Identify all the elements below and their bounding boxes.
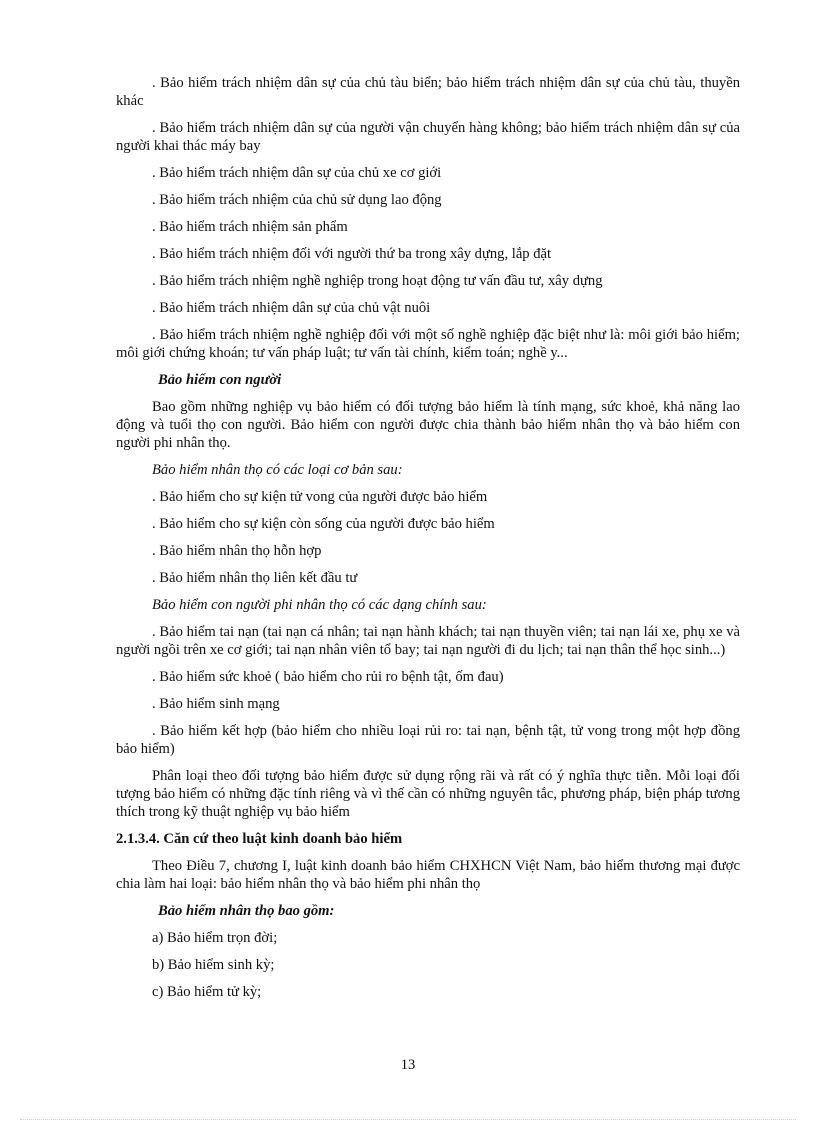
liability-third-party-construction-item: . Bảo hiểm trách nhiệm đối với người thứ ba trong xây dựng, lắp đặt xyxy=(152,246,552,262)
health-insurance-item: . Bảo hiểm sức khoẻ ( bảo hiểm cho rủi ro bệnh tật, ốm đau) xyxy=(152,669,504,685)
heading-non-life-personal-types: Bảo hiểm con người phi nhân thọ có các dạng chính sau: xyxy=(152,597,487,613)
life-death-item: . Bảo hiểm cho sự kiện tử vong của người được bảo hiểm xyxy=(152,489,488,505)
section-heading-2-1-3-4: 2.1.3.4. Căn cứ theo luật kinh doanh bảo hiểm xyxy=(116,831,403,847)
list-item-c: c) Bảo hiểm tử kỳ; xyxy=(152,984,262,1000)
page-number: 13 xyxy=(400,1057,416,1073)
liability-special-professions-item: . Bảo hiểm trách nhiệm nghề nghiệp đối với một số nghề nghiệp đặc biệt như là: môi giới bảo hiểm; môi giới chứng khoán; tư vấn pháp luật; tư vấn tài chính, kiểm toán; nghề y... xyxy=(116,327,740,361)
liability-shipowner-item: . Bảo hiểm trách nhiệm dân sự của chủ tàu biển; bảo hiểm trách nhiệm dân sự của chủ tàu, thuyền khác xyxy=(116,75,740,109)
accident-insurance-item: . Bảo hiểm tai nạn (tai nạn cá nhân; tai nạn hành khách; tai nạn thuyền viên; tai nạn lái xe, phụ xe và người ngồi trên xe cơ giới; tai nạn nhân viên tổ bay; tai nạn người đi du lịch; tai nạn thân thể học sinh...) xyxy=(116,624,740,658)
law-classification-paragraph: Theo Điều 7, chương I, luật kinh doanh bảo hiểm CHXHCN Việt Nam, bảo hiểm thương mại được chia làm hai loại: bảo hiểm nhân thọ và bảo hiểm phi nhân thọ xyxy=(116,858,740,892)
personal-insurance-definition: Bao gồm những nghiệp vụ bảo hiểm có đối tượng bảo hiểm là tính mạng, sức khoẻ, khả năng lao động và tuổi thọ con người. Bảo hiểm con người được chia thành bảo hiểm nhân thọ và bảo hiểm con người phi nhân thọ. xyxy=(116,399,740,451)
life-investment-linked-item: . Bảo hiểm nhân thọ liên kết đầu tư xyxy=(152,570,358,586)
classification-summary-paragraph: Phân loại theo đối tượng bảo hiểm được sử dụng rộng rãi và rất có ý nghĩa thực tiễn. Mỗi loại đối tượng bảo hiểm có những đặc tính riêng và vì thế cần có những nguyên tắc, phương pháp, biện pháp tương thích trong kỹ thuật nghiệp vụ bảo hiểm xyxy=(116,768,740,820)
liability-animal-owner-item: . Bảo hiểm trách nhiệm dân sự của chủ vật nuôi xyxy=(152,300,431,316)
liability-professional-consulting-item: . Bảo hiểm trách nhiệm nghề nghiệp trong hoạt động tư vấn đầu tư, xây dựng xyxy=(152,273,603,289)
heading-personal-insurance: Bảo hiểm con người xyxy=(158,372,282,388)
combined-insurance-item: . Bảo hiểm kết hợp (bảo hiểm cho nhiều loại rủi ro: tai nạn, bệnh tật, tử vong trong một hợp đồng bảo hiểm) xyxy=(116,723,740,757)
life-survival-item: . Bảo hiểm cho sự kiện còn sống của người được bảo hiểm xyxy=(152,516,495,532)
heading-life-insurance-types: Bảo hiểm nhân thọ có các loại cơ bản sau: xyxy=(152,462,403,478)
liability-employer-item: . Bảo hiểm trách nhiệm của chủ sử dụng lao động xyxy=(152,192,442,208)
life-endowment-item: . Bảo hiểm nhân thọ hỗn hợp xyxy=(152,543,322,559)
liability-motor-vehicle-item: . Bảo hiểm trách nhiệm dân sự của chủ xe cơ giới xyxy=(152,165,442,181)
page-body xyxy=(116,74,740,1010)
list-item-b: b) Bảo hiểm sinh kỳ; xyxy=(152,957,275,973)
list-item-a: a) Bảo hiểm trọn đời; xyxy=(152,930,278,946)
heading-life-insurance-includes: Bảo hiểm nhân thọ bao gồm: xyxy=(158,903,335,919)
liability-product-item: . Bảo hiểm trách nhiệm sản phẩm xyxy=(152,219,348,235)
liability-air-carrier-item: . Bảo hiểm trách nhiệm dân sự của người vận chuyển hàng không; bảo hiểm trách nhiệm dân sự của người khai thác máy bay xyxy=(116,120,740,154)
life-cover-item: . Bảo hiểm sinh mạng xyxy=(152,696,280,712)
page-bottom-divider xyxy=(20,1119,796,1120)
